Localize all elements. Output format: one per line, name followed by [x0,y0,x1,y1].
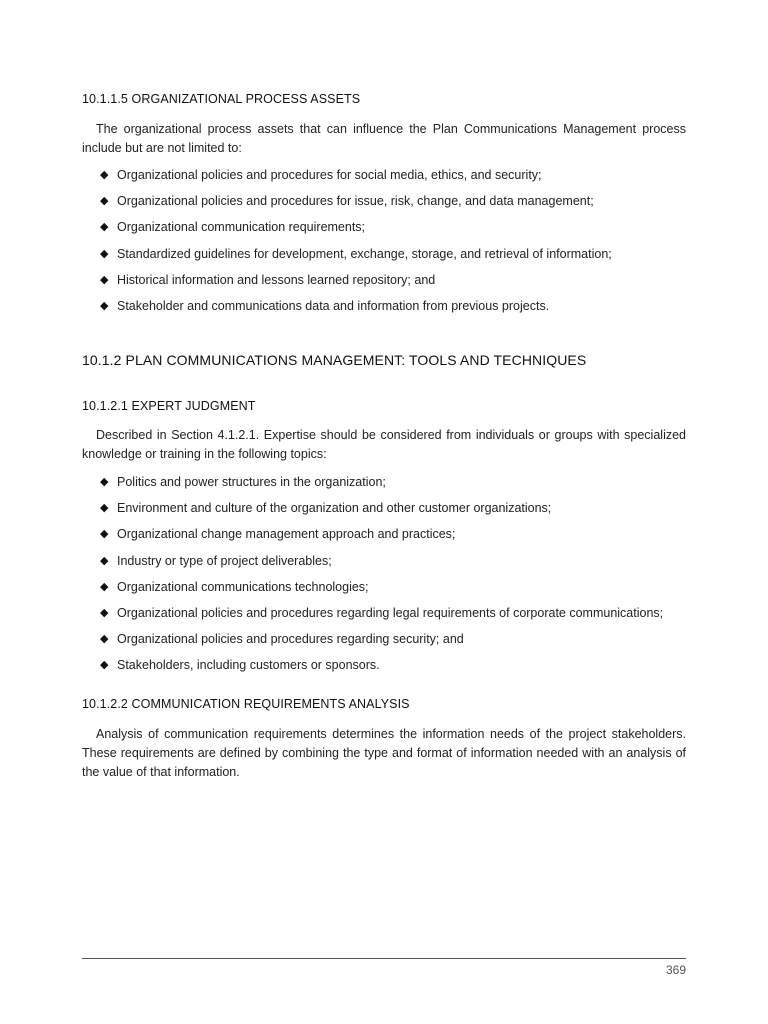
list-item-text: Industry or type of project deliverables; [117,553,332,568]
list-opa-items [100,167,612,324]
list-item-text: Organizational communication requirements; [117,220,366,235]
heading-communication-requirements-analysis: 10.1.2.2 COMMUNICATION REQUIREMENTS ANALYSIS [82,697,410,711]
heading-organizational-process-assets: 10.1.1.5 ORGANIZATIONAL PROCESS ASSETS [82,92,361,106]
diamond-bullet-icon: ◆ [100,580,109,593]
list-item [100,605,663,631]
paragraph-communication-requirements: Analysis of communication requirements determines the information needs of the project stakeholders. These requirements are defined by combining the type and format of information needed with an analysis of the value of that information. [82,727,686,779]
list-item [100,657,663,683]
list-item-text: Stakeholders, including customers or sponsors. [117,658,380,673]
list-item-text: Environment and culture of the organization and other customer organizations; [117,501,552,516]
list-item [100,272,612,298]
list-item [100,298,612,324]
list-expert-judgment-topics [100,474,663,684]
diamond-bullet-icon: ◆ [100,273,109,286]
list-item [100,167,612,193]
list-item-text: Organizational communications technologies; [117,579,369,594]
diamond-bullet-icon: ◆ [100,195,109,208]
page-number: 369 [665,963,686,977]
heading-tools-and-techniques: 10.1.2 PLAN COMMUNICATIONS MANAGEMENT: TOOLS AND TECHNIQUES [82,352,587,368]
list-item-text: Organizational policies and procedures for issue, risk, change, and data management; [117,194,594,209]
list-item [100,526,663,552]
list-item-text: Organizational policies and procedures regarding legal requirements of corporate communications; [117,605,664,620]
diamond-bullet-icon: ◆ [100,528,109,541]
list-item [100,631,663,657]
diamond-bullet-icon: ◆ [100,247,109,260]
list-item [100,579,663,605]
diamond-bullet-icon: ◆ [100,554,109,567]
diamond-bullet-icon: ◆ [100,299,109,312]
document-page [82,0,686,1024]
list-item [100,193,612,219]
heading-expert-judgment: 10.1.2.1 EXPERT JUDGMENT [82,399,256,413]
list-item-text: Politics and power structures in the organization; [117,475,386,489]
diamond-bullet-icon: ◆ [100,502,109,515]
diamond-bullet-icon: ◆ [100,476,109,488]
diamond-bullet-icon: ◆ [100,221,109,234]
footer-divider [82,958,686,959]
diamond-bullet-icon: ◆ [100,606,109,619]
list-item [100,246,612,272]
paragraph-opa-intro: The organizational process assets that can influence the Plan Communications Management process include but are not limited to: [82,122,686,155]
diamond-bullet-icon: ◆ [100,169,109,181]
list-item-text: Organizational policies and procedures regarding security; and [117,632,464,647]
list-item [100,219,612,245]
diamond-bullet-icon: ◆ [100,659,109,672]
list-item-text: Organizational policies and procedures for social media, ethics, and security; [117,168,542,182]
list-item [100,474,663,500]
list-item-text: Historical information and lessons learned repository; and [117,272,436,287]
diamond-bullet-icon: ◆ [100,633,109,646]
list-item [100,500,663,526]
list-item-text: Stakeholder and communications data and information from previous projects. [117,298,550,313]
list-item-text: Standardized guidelines for development, exchange, storage, and retrieval of information; [117,246,612,261]
paragraph-expert-judgment-intro: Described in Section 4.1.2.1. Expertise should be considered from individuals or groups with specialized knowledge or training in the following topics: [82,428,686,461]
list-item-text: Organizational change management approach and practices; [117,527,456,542]
list-item [100,553,663,579]
